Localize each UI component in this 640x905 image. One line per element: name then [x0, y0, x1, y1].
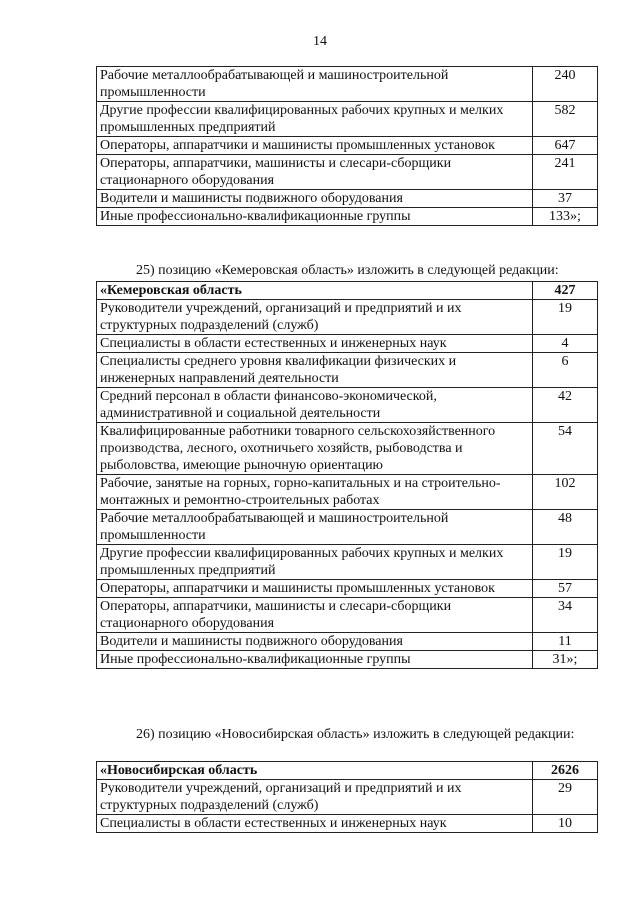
- occupation-label: Водители и машинисты подвижного оборудования: [97, 633, 533, 651]
- occupation-label: Специалисты в области естественных и инженерных наук: [97, 335, 533, 353]
- table-row: [97, 633, 598, 651]
- amendment-paragraph-26: 26) позицию «Новосибирская область» изложить в следующей редакции:: [136, 727, 575, 742]
- table-row: [97, 208, 598, 226]
- occupation-count: 37: [533, 190, 598, 208]
- occupation-label: Квалифицированные работники товарного сельскохозяйственного производства, лесного, охотничьего хозяйств, рыбоводства и рыболовства, имеющие рыночную ориентацию: [97, 423, 533, 475]
- occupation-count: 241: [533, 155, 598, 190]
- occupation-label: Руководители учреждений, организаций и предприятий и их структурных подразделений (служб): [97, 780, 533, 815]
- occupation-count: 19: [533, 300, 598, 335]
- table-row: [97, 598, 598, 633]
- table-row: [97, 388, 598, 423]
- occupation-count: 6: [533, 353, 598, 388]
- table-row: [97, 580, 598, 598]
- occupation-count: 133»;: [533, 208, 598, 226]
- region-total: 2626: [533, 762, 598, 780]
- occupation-count: 647: [533, 137, 598, 155]
- occupation-label: Средний персонал в области финансово-экономической, административной и социальной деятельности: [97, 388, 533, 423]
- occupation-table-kemerovo: [96, 281, 598, 669]
- occupation-count: 10: [533, 815, 598, 833]
- table-row: [97, 102, 598, 137]
- occupation-label: Рабочие, занятые на горных, горно-капитальных и на строительно-монтажных и ремонтно-строительных работах: [97, 475, 533, 510]
- occupation-label: Специалисты среднего уровня квалификации физических и инженерных направлений деятельности: [97, 353, 533, 388]
- occupation-label: Операторы, аппаратчики и машинисты промышленных установок: [97, 580, 533, 598]
- table-row: [97, 815, 598, 833]
- occupation-count: 34: [533, 598, 598, 633]
- table-row: [97, 651, 598, 669]
- occupation-count: 102: [533, 475, 598, 510]
- occupation-label: Рабочие металлообрабатывающей и машиностроительной промышленности: [97, 510, 533, 545]
- occupation-count: 42: [533, 388, 598, 423]
- occupation-label: Операторы, аппаратчики и машинисты промышленных установок: [97, 137, 533, 155]
- table-row: [97, 335, 598, 353]
- table-row: [97, 353, 598, 388]
- region-name: «Кемеровская область: [97, 282, 533, 300]
- table-row: [97, 510, 598, 545]
- table-row: [97, 423, 598, 475]
- occupation-label: Рабочие металлообрабатывающей и машиностроительной промышленности: [97, 67, 533, 102]
- occupation-label: Операторы, аппаратчики, машинисты и слесари-сборщики стационарного оборудования: [97, 155, 533, 190]
- occupation-label: Руководители учреждений, организаций и предприятий и их структурных подразделений (служб): [97, 300, 533, 335]
- occupation-count: 57: [533, 580, 598, 598]
- occupation-count: 31»;: [533, 651, 598, 669]
- occupation-count: 48: [533, 510, 598, 545]
- occupation-count: 29: [533, 780, 598, 815]
- table-row: [97, 475, 598, 510]
- table-row: [97, 137, 598, 155]
- occupation-label: Операторы, аппаратчики, машинисты и слесари-сборщики стационарного оборудования: [97, 598, 533, 633]
- occupation-count: 582: [533, 102, 598, 137]
- occupation-count: 11: [533, 633, 598, 651]
- region-name: «Новосибирская область: [97, 762, 533, 780]
- table-row: [97, 190, 598, 208]
- occupation-table-previous-region: [96, 66, 598, 226]
- region-header-row: [97, 762, 598, 780]
- region-header-row: [97, 282, 598, 300]
- occupation-label: Иные профессионально-квалификационные группы: [97, 208, 533, 226]
- region-total: 427: [533, 282, 598, 300]
- occupation-label: Другие профессии квалифицированных рабочих крупных и мелких промышленных предприятий: [97, 545, 533, 580]
- occupation-label: Водители и машинисты подвижного оборудования: [97, 190, 533, 208]
- table-row: [97, 155, 598, 190]
- table-row: [97, 545, 598, 580]
- occupation-label: Другие профессии квалифицированных рабочих крупных и мелких промышленных предприятий: [97, 102, 533, 137]
- table-row: [97, 300, 598, 335]
- occupation-label: Специалисты в области естественных и инженерных наук: [97, 815, 533, 833]
- amendment-paragraph-25: 25) позицию «Кемеровская область» изложить в следующей редакции:: [136, 263, 559, 278]
- occupation-count: 4: [533, 335, 598, 353]
- occupation-table-novosibirsk: [96, 761, 598, 833]
- table-row: [97, 67, 598, 102]
- table-row: [97, 780, 598, 815]
- occupation-count: 19: [533, 545, 598, 580]
- occupation-label: Иные профессионально-квалификационные группы: [97, 651, 533, 669]
- occupation-count: 240: [533, 67, 598, 102]
- page-number: 14: [313, 34, 327, 49]
- occupation-count: 54: [533, 423, 598, 475]
